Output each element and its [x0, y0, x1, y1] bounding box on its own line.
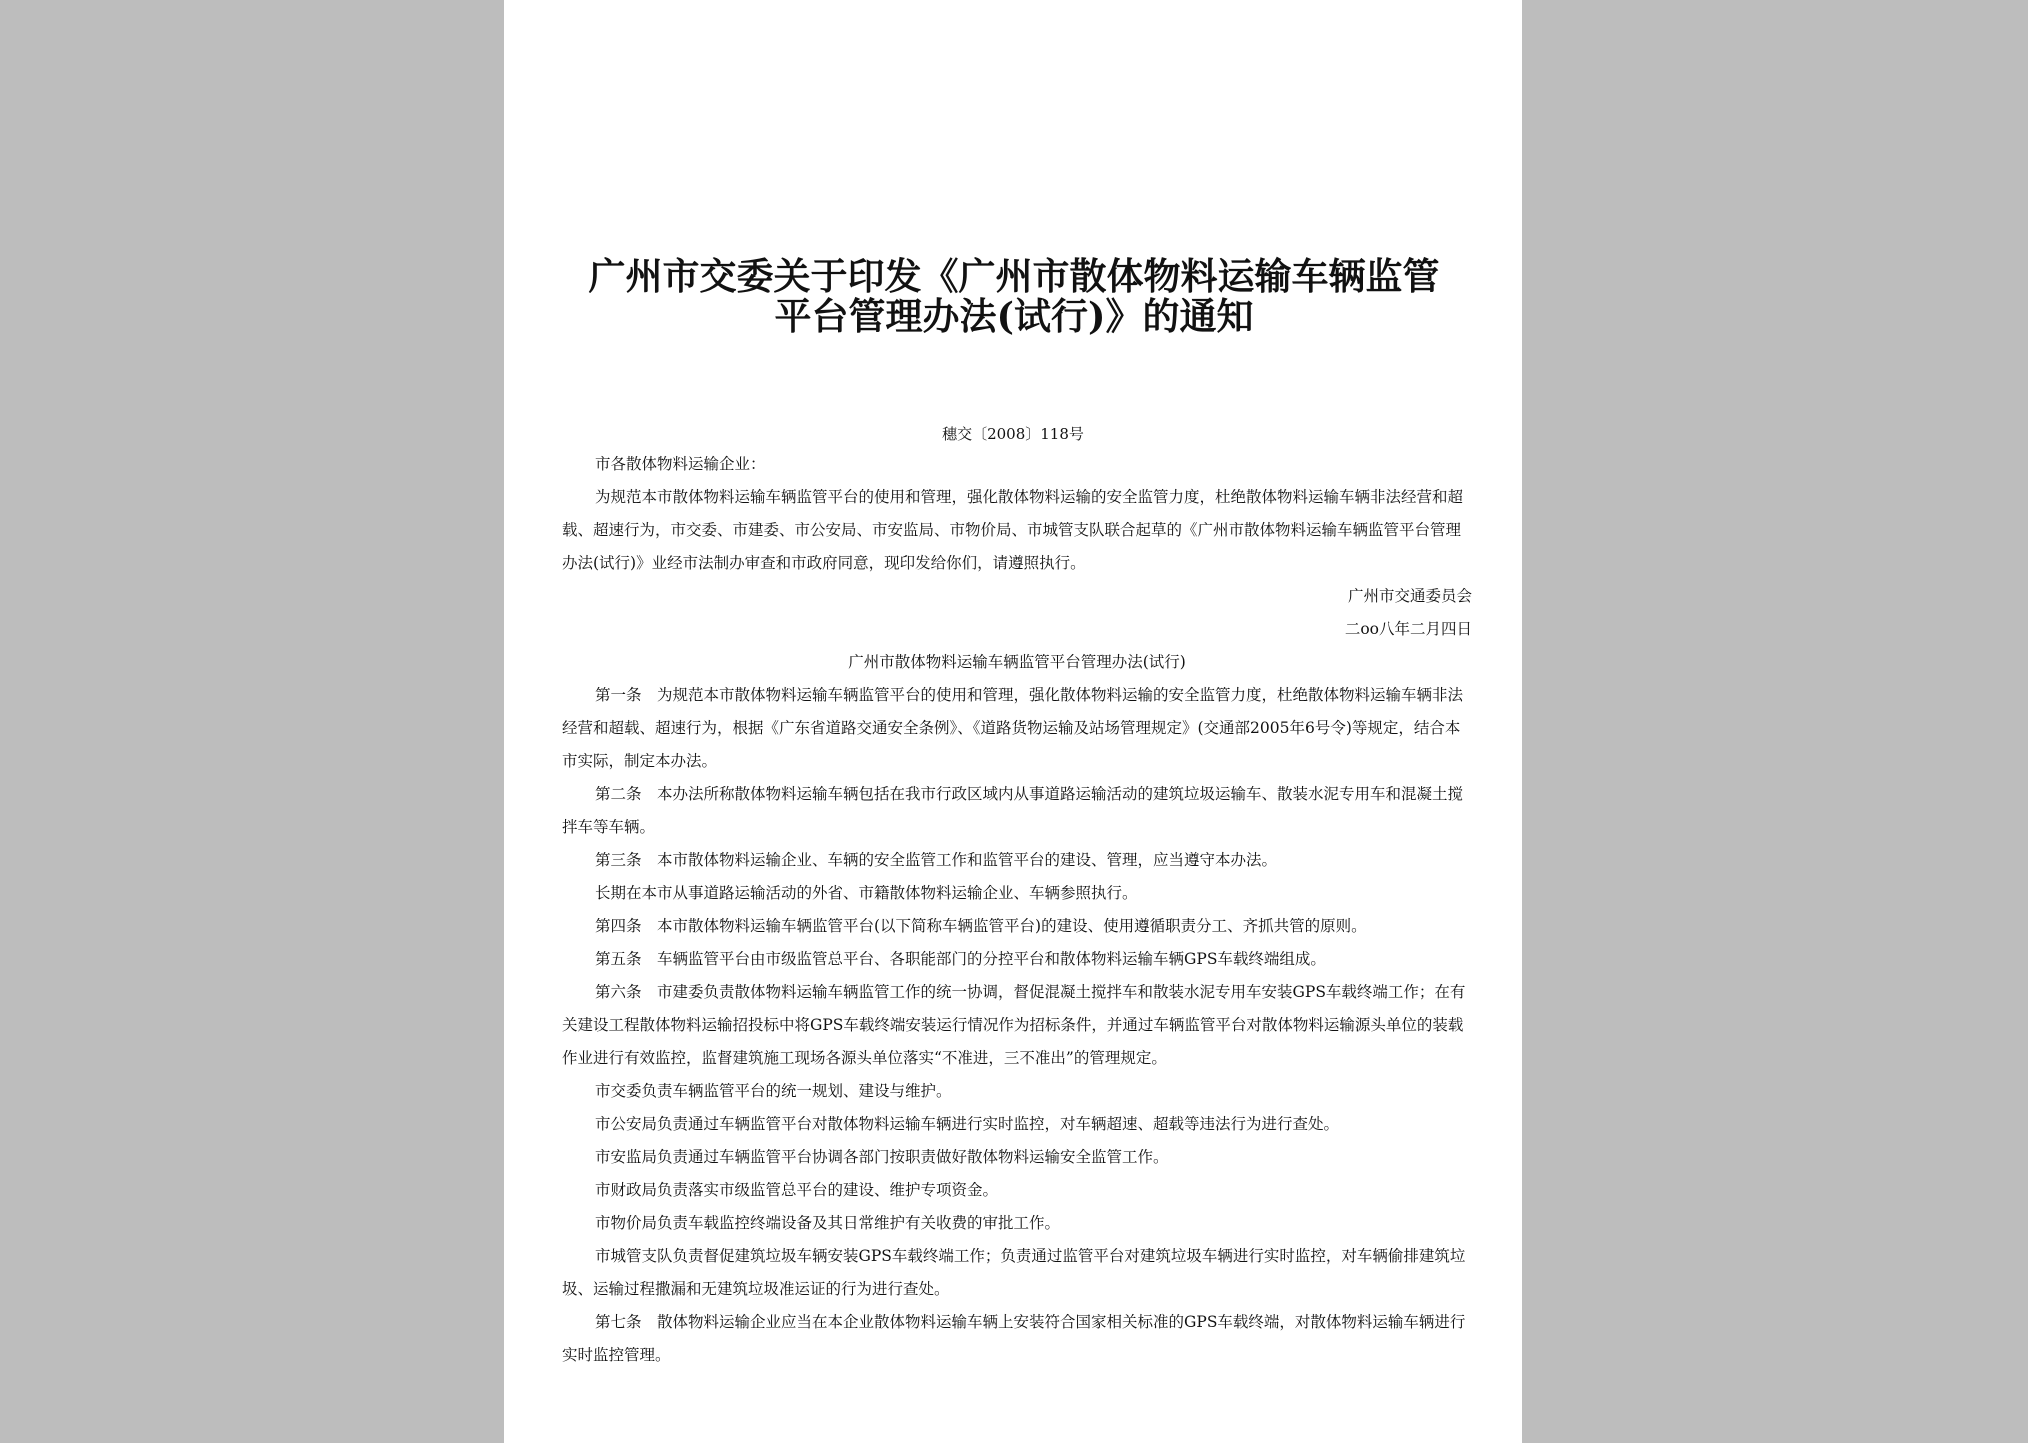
salutation: 市各散体物料运输企业： [595, 455, 766, 473]
article-paragraph: 市安监局负责通过车辆监管平台协调各部门按职责做好散体物料运输安全监管工作。 [595, 1148, 1169, 1166]
document-title [584, 256, 1444, 336]
issue-date: 二oo八年二月四日 [1344, 620, 1472, 638]
intro-paragraph: 为规范本市散体物料运输车辆监管平台的使用和管理，强化散体物料运输的安全监管力度，杜绝散体物料运输车辆非法经营和超载、超速行为，市交委、市建委、市公安局、市安监局、市物价局、市城管支队联合起草的《广州市散体物料运输车辆监管平台管理办法(试行)》业经市法制办审查和市政府同意，现印发给你们，请遵照执行。 [562, 488, 1464, 572]
document-number: 穗交〔2008〕118号 [942, 425, 1084, 443]
article-paragraph: 第七条 散体物料运输企业应当在本企业散体物料运输车辆上安装符合国家相关标准的GPS车载终端，对散体物料运输车辆进行实时监控管理。 [562, 1313, 1466, 1364]
article-paragraph: 市公安局负责通过车辆监管平台对散体物料运输车辆进行实时监控，对车辆超速、超载等违法行为进行查处。 [595, 1115, 1340, 1133]
article-paragraph: 第四条 本市散体物料运输车辆监管平台(以下简称车辆监管平台)的建设、使用遵循职责分工、齐抓共管的原则。 [595, 917, 1367, 935]
title-line-2: 平台管理办法(试行)》的通知 [774, 294, 1254, 338]
article-paragraph: 第二条 本办法所称散体物料运输车辆包括在我市行政区域内从事道路运输活动的建筑垃圾运输车、散装水泥专用车和混凝土搅拌车等车辆。 [562, 785, 1464, 836]
article-paragraph: 市城管支队负责督促建筑垃圾车辆安装GPS车载终端工作；负责通过监管平台对建筑垃圾车辆进行实时监控，对车辆偷排建筑垃圾、运输过程撒漏和无建筑垃圾准运证的行为进行查处。 [562, 1247, 1466, 1298]
article-paragraph: 第六条 市建委负责散体物料运输车辆监管工作的统一协调，督促混凝土搅拌车和散装水泥专用车安装GPS车载终端工作；在有关建设工程散体物料运输招投标中将GPS车载终端安装运行情况作为招标条件，并通过车辆监管平台对散体物料运输源头单位的装载作业进行有效监控，监督建筑施工现场各源头单位落实“不准进，三不准出”的管理规定。 [562, 983, 1466, 1067]
article-paragraph: 市财政局负责落实市级监管总平台的建设、维护专项资金。 [595, 1181, 999, 1199]
document-body [562, 448, 1472, 1372]
document-page [504, 0, 1522, 1443]
issuer: 广州市交通委员会 [1347, 587, 1472, 605]
article-paragraph: 第一条 为规范本市散体物料运输车辆监管平台的使用和管理，强化散体物料运输的安全监管力度，杜绝散体物料运输车辆非法经营和超载、超速行为，根据《广东省道路交通安全条例》、《道路货物运输及站场管理规定》(交通部2005年6号令)等规定，结合本市实际，制定本办法。 [562, 686, 1464, 770]
article-paragraph: 市交委负责车辆监管平台的统一规划、建设与维护。 [595, 1082, 952, 1100]
attachment-title: 广州市散体物料运输车辆监管平台管理办法(试行) [848, 653, 1186, 671]
article-paragraph: 第五条 车辆监管平台由市级监管总平台、各职能部门的分控平台和散体物料运输车辆GPS车载终端组成。 [595, 950, 1326, 968]
article-paragraph: 第三条 本市散体物料运输企业、车辆的安全监管工作和监管平台的建设、管理，应当遵守本办法。 [595, 851, 1278, 869]
title-line-1: 广州市交委关于印发《广州市散体物料运输车辆监管 [588, 254, 1440, 298]
article-paragraph: 长期在本市从事道路运输活动的外省、市籍散体物料运输企业、车辆参照执行。 [595, 884, 1138, 902]
article-paragraph: 市物价局负责车载监控终端设备及其日常维护有关收费的审批工作。 [595, 1214, 1061, 1232]
